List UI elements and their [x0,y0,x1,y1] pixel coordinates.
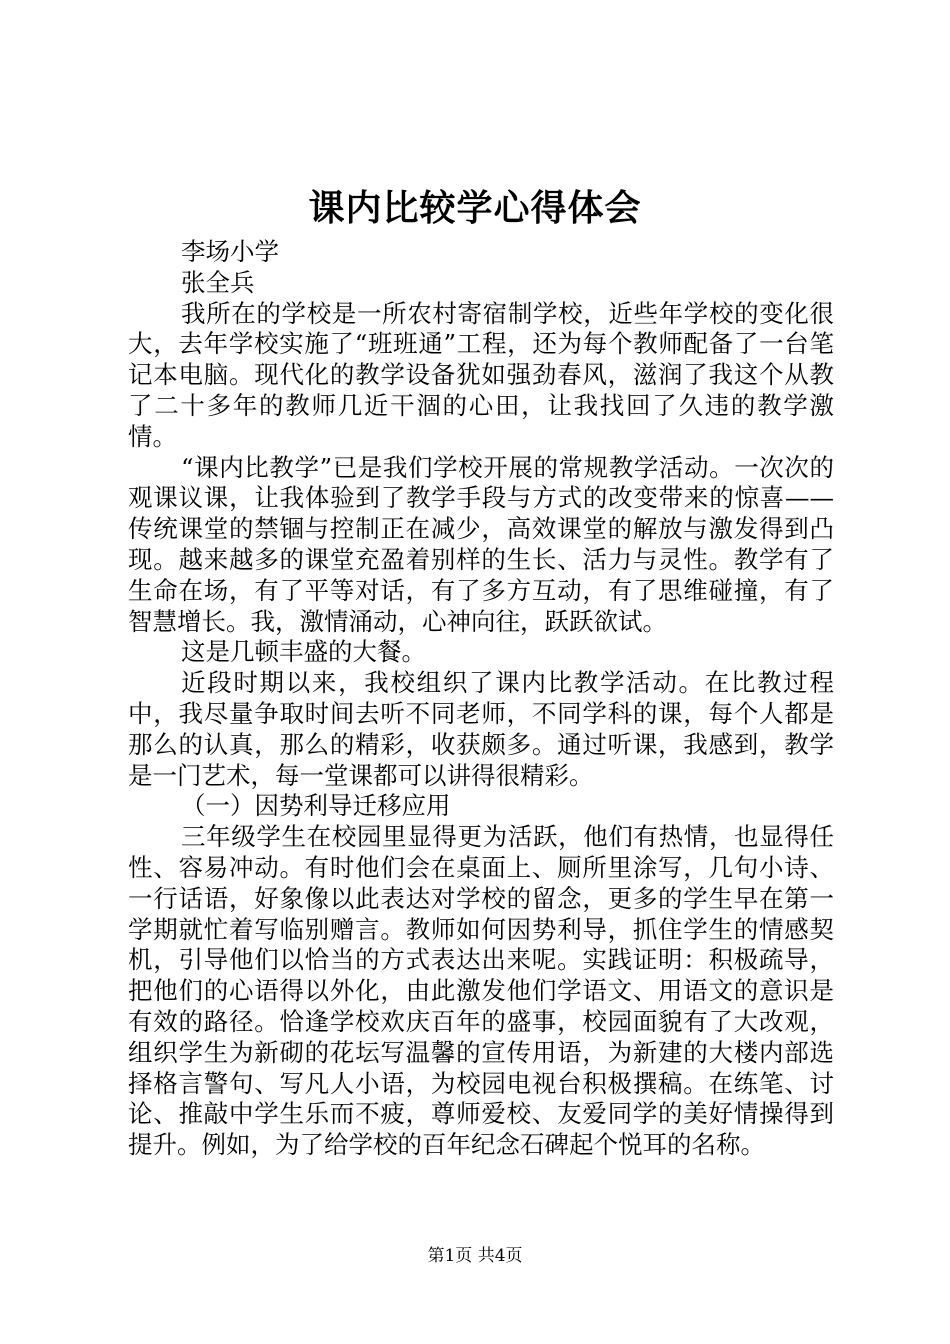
paragraph-3: 这是几顿丰盛的大餐。 [181,637,426,667]
document-body [128,237,834,1161]
school-name: 李场小学 [181,237,279,266]
page-title: 课内比较学心得体会 [308,187,642,229]
paragraph-2: “课内比教学”已是我们学校开展的常规教学活动。一次次的观课议课，让我体验到了教学手段与方式的改变带来的惊喜——传统课堂的禁锢与控制正在减少，高效课堂的解放与激发得到凸现。越来越多的课堂充盈着别样的生长、活力与灵性。教学有了生命在场，有了平等对话，有了多方互动，有了思维碰撞，有了智慧增长。我，激情涌动，心神向往，跃跃欲试。 [128,452,834,636]
page-footer: 第1页 共4页 [427,1246,523,1266]
paragraph-1: 我所在的学校是一所农村寄宿制学校，近些年学校的变化很大，去年学校实施了“班班通”工程，还为每个教师配备了一台笔记本电脑。现代化的教学设备犹如强劲春风，滋润了我这个从教了二十多年的教师几近干涸的心田，让我找回了久违的教学激情。 [128,298,834,451]
paragraph-4: 近段时期以来，我校组织了课内比教学活动。在比教过程中，我尽量争取时间去听不同老师，不同学科的课，每个人都是那么的认真，那么的精彩，收获颇多。通过听课，我感到，教学是一门艺术，每一堂课都可以讲得很精彩。 [128,668,834,790]
section-heading: （一）因势利导迁移应用 [181,791,451,821]
author-name: 张全兵 [181,267,255,297]
paragraph-5: 三年级学生在校园里显得更为活跃，他们有热情，也显得任性、容易冲动。有时他们会在桌面上、厕所里涂写，几句小诗、一行话语，好象像以此表达对学校的留念，更多的学生早在第一学期就忙着写临别赠言。教师如何因势利导，抓住学生的情感契机，引导他们以恰当的方式表达出来呢。实践证明：积极疏导，把他们的心语得以外化，由此激发他们学语文、用语文的意识是有效的路径。恰逢学校欢庆百年的盛事，校园面貌有了大改观，组织学生为新砌的花坛写温馨的宣传用语，为新建的大楼内部选择格言警句、写凡人小语，为校园电视台积极撰稿。在练笔、讨论、推敲中学生乐而不疲，尊师爱校、友爱同学的美好情操得到提升。例如，为了给学校的百年纪念石碑起个悦耳的名称。 [128,822,834,1160]
